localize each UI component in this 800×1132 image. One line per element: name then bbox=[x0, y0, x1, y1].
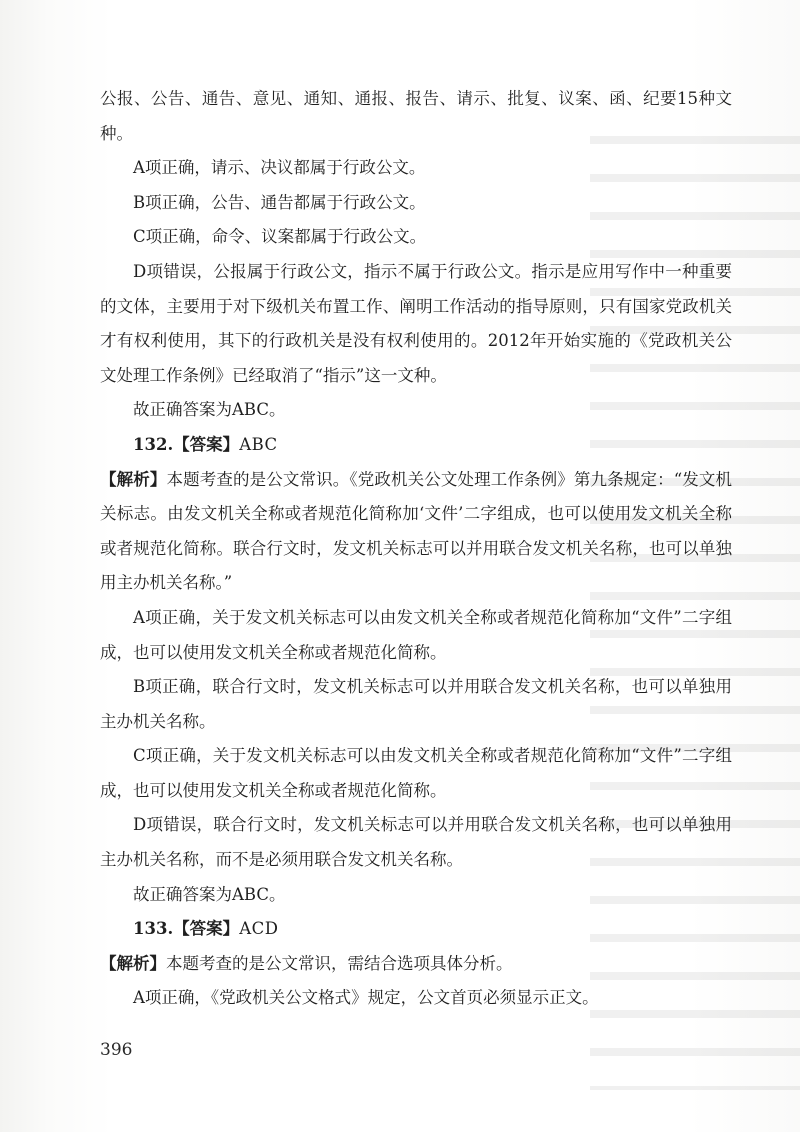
analysis-label-q132: 【解析】 bbox=[100, 469, 167, 489]
paragraph-option-d-q131: D项错误，公报属于行政公文，指示不属于行政公文。指示是应用写作中一种重要的文体，主要用于对下级机关布置工作、阐明工作活动的指导原则，只有国家党政机关才有权利使用，其下的行政机关是没有权利使用的。2012年开始实施的《党政机关公文处理工作条例》已经取消了“指示”这一文种。 bbox=[100, 261, 732, 385]
paragraph-option-c-q132: C项正确，关于发文机关标志可以由发文机关全称或者规范化简称加“文件”二字组成，也可以使用发文机关全称或者规范化简称。 bbox=[100, 746, 732, 800]
paragraph-conclusion-q131: 故正确答案为ABC。 bbox=[133, 400, 286, 420]
paragraph-option-a-q133: A项正确，《党政机关公文格式》规定，公文首页必须显示正文。 bbox=[133, 988, 599, 1008]
analysis-paragraph-q133 bbox=[100, 947, 732, 982]
paragraph-option-b-q132: B项正确，联合行文时，发文机关标志可以并用联合发文机关名称，也可以单独用主办机关名称。 bbox=[100, 677, 732, 731]
paragraph-option-a-q131: A项正确，请示、决议都属于行政公文。 bbox=[133, 158, 426, 178]
answer-value-q133: ACD bbox=[239, 919, 279, 939]
page-number: 396 bbox=[100, 1040, 133, 1060]
analysis-text-q132: 本题考查的是公文常识。《党政机关公文处理工作条例》第九条规定：“发文机关标志。由发文机关全称或者规范化简称加‘文件’二字组成，也可以使用发文机关全称或者规范化简称。联合行文时，发文机关标志可以并用联合发文机关名称，也可以单独用主办机关名称。” bbox=[100, 469, 733, 593]
analysis-label-q133: 【解析】 bbox=[100, 953, 166, 973]
answer-label-q132: 132.【答案】 bbox=[133, 434, 240, 454]
page-body bbox=[100, 82, 732, 1016]
paragraph-doc-types: 公报、公告、通告、意见、通知、通报、报告、请示、批复、议案、函、纪要15种文种。 bbox=[100, 89, 732, 143]
paragraph-option-d-q132: D项错误，联合行文时，发文机关标志可以并用联合发文机关名称，也可以单独用主办机关名称，而不是必须用联合发文机关名称。 bbox=[100, 815, 732, 870]
analysis-paragraph-q132 bbox=[100, 463, 732, 601]
answer-line-q132 bbox=[100, 428, 732, 463]
paragraph-option-b-q131: B项正确，公告、通告都属于行政公文。 bbox=[133, 192, 426, 212]
paragraph-option-c-q131: C项正确，命令、议案都属于行政公文。 bbox=[133, 227, 427, 247]
answer-value-q132: ABC bbox=[239, 434, 278, 454]
paragraph-conclusion-q132: 故正确答案为ABC。 bbox=[133, 884, 286, 904]
answer-label-q133: 133.【答案】 bbox=[133, 919, 240, 939]
analysis-text-q133: 本题考查的是公文常识，需结合选项具体分析。 bbox=[166, 953, 513, 973]
answer-line-q133 bbox=[100, 912, 732, 947]
paragraph-option-a-q132: A项正确，关于发文机关标志可以由发文机关全称或者规范化简称加“文件”二字组成，也可以使用发文机关全称或者规范化简称。 bbox=[100, 607, 732, 662]
